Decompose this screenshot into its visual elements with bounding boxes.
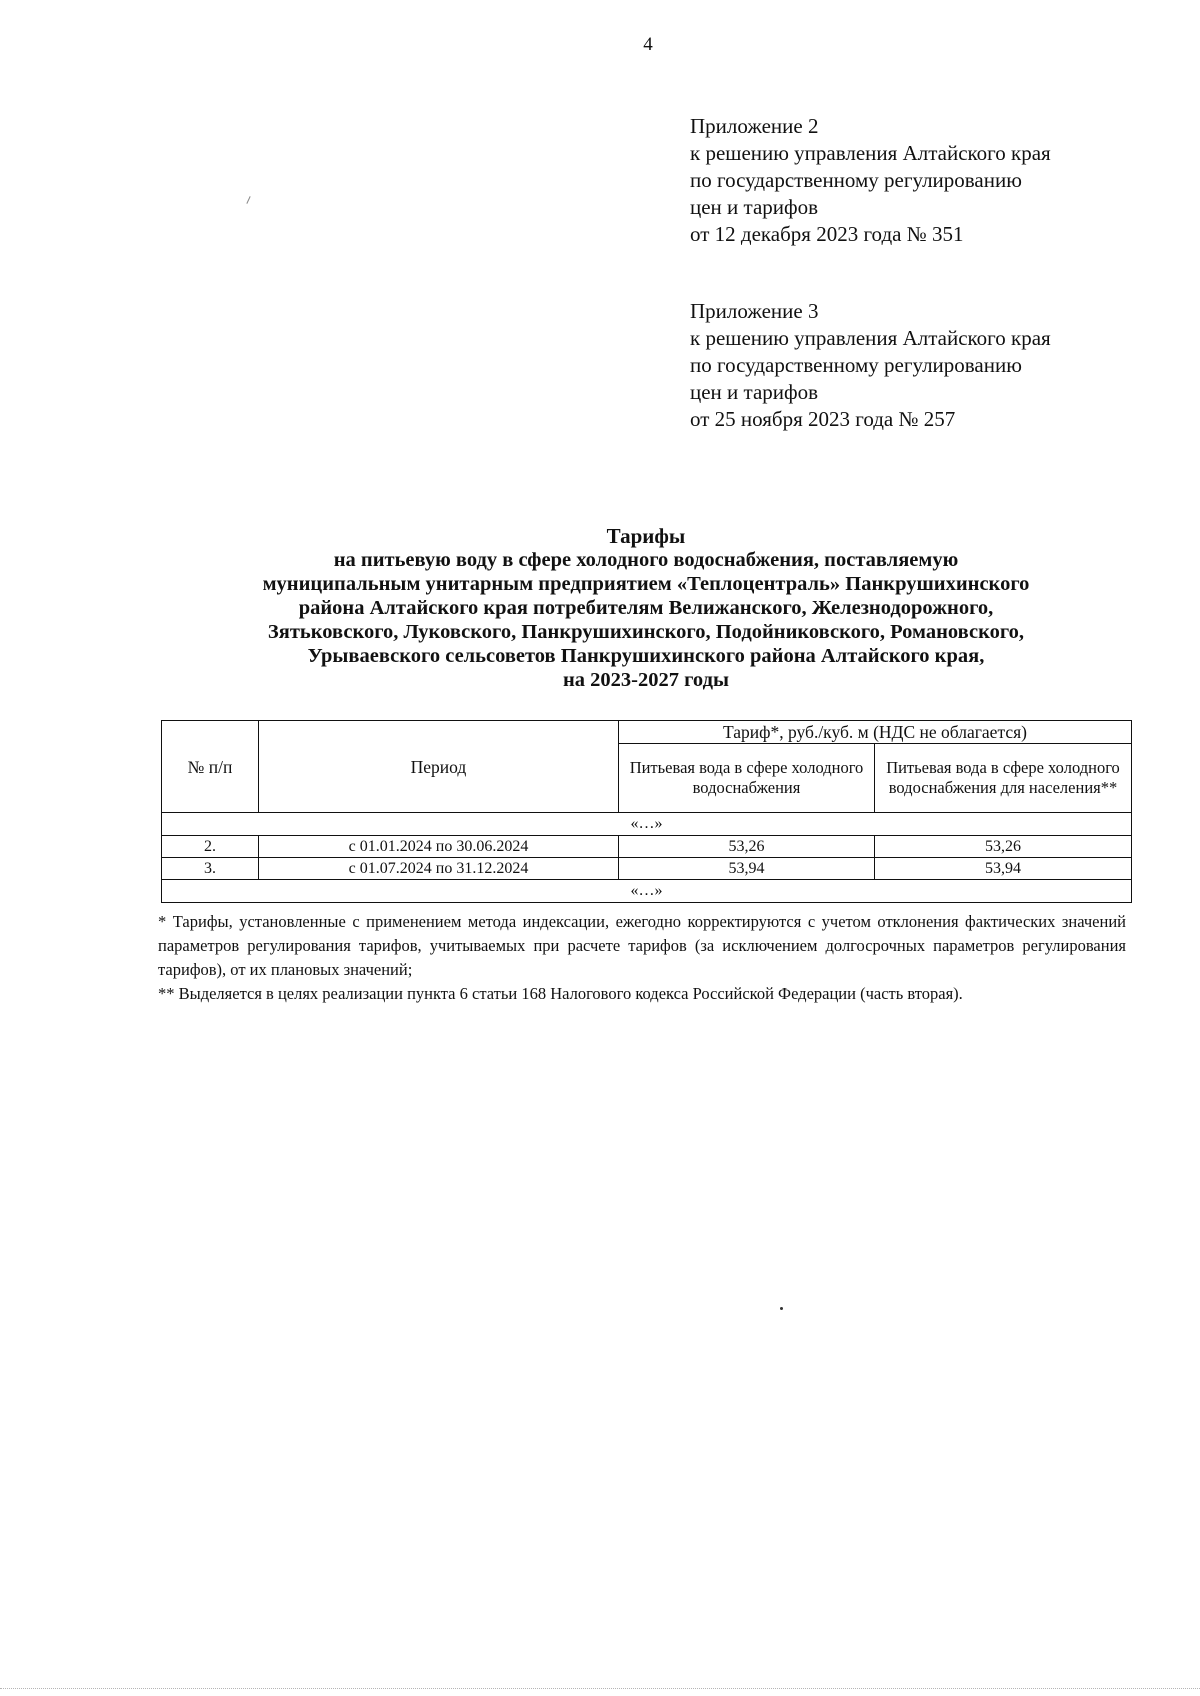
table-row xyxy=(162,858,1132,880)
appendix-2-line: Приложение 2 xyxy=(690,114,819,138)
table-row xyxy=(162,836,1132,858)
cell-tariff2: 53,94 xyxy=(875,858,1132,880)
header-tariff-col2: Питьевая вода в сфере холодного водоснабжения для населения** xyxy=(875,744,1132,813)
table-ellipsis-row xyxy=(162,880,1132,903)
cell-tariff1: 53,94 xyxy=(619,858,875,880)
header-num: № п/п xyxy=(162,721,259,813)
appendix-2-line: от 12 декабря 2023 года № 351 xyxy=(690,222,964,246)
cell-period: с 01.01.2024 по 30.06.2024 xyxy=(259,836,619,858)
footnote-1: * Тарифы, установленные с применением метода индексации, ежегодно корректируются с учетом отклонения фактических значений параметров регулирования тарифов, учитываемых при расчете тарифов (за исключением долгосрочных параметров регулирования тарифов), от их плановых значений; xyxy=(158,912,1126,979)
title-main: Тарифы xyxy=(606,524,686,548)
appendix-2-line: цен и тарифов xyxy=(690,195,819,219)
cell-tariff2: 53,26 xyxy=(875,836,1132,858)
appendix-3-header xyxy=(690,298,1051,433)
title-line: Урываевского сельсоветов Панкрушихинского района Алтайского края, xyxy=(307,645,985,667)
appendix-2-line: по государственному регулированию xyxy=(690,168,1022,192)
ellipsis-cell: «…» xyxy=(162,880,1132,903)
ellipsis-cell: «…» xyxy=(162,813,1132,836)
appendix-3-line: Приложение 3 xyxy=(690,299,819,323)
table-header-row xyxy=(162,721,1132,744)
footnotes xyxy=(158,910,1126,1006)
cell-num: 3. xyxy=(162,858,259,880)
title-line: муниципальным унитарным предприятием «Теплоцентраль» Панкрушихинского xyxy=(262,573,1030,595)
scan-artifact xyxy=(780,1307,783,1310)
appendix-3-line: по государственному регулированию xyxy=(690,353,1022,377)
cell-tariff1: 53,26 xyxy=(619,836,875,858)
table-ellipsis-row xyxy=(162,813,1132,836)
tariff-table xyxy=(161,720,1132,903)
header-tariff-col1: Питьевая вода в сфере холодного водоснабжения xyxy=(619,744,875,813)
title-line: на питьевую воду в сфере холодного водоснабжения, поставляемую xyxy=(333,549,959,571)
scan-edge-line xyxy=(0,1688,1200,1689)
title-line: Зятьковского, Луковского, Панкрушихинского, Подойниковского, Романовского, xyxy=(267,621,1025,643)
cell-period: с 01.07.2024 по 31.12.2024 xyxy=(259,858,619,880)
appendix-3-line: к решению управления Алтайского края xyxy=(690,326,1051,350)
title-line: на 2023-2027 годы xyxy=(563,669,729,691)
document-title xyxy=(160,524,1132,692)
appendix-3-line: цен и тарифов xyxy=(690,380,819,404)
footnote-2: ** Выделяется в целях реализации пункта 6 статьи 168 Налогового кодекса Российской Федерации (часть вторая). xyxy=(158,984,963,1003)
appendix-2-header xyxy=(690,113,1051,248)
title-line: района Алтайского края потребителям Велижанского, Железнодорожного, xyxy=(298,597,994,619)
header-tariff-group: Тариф*, руб./куб. м (НДС не облагается) xyxy=(619,721,1132,744)
page-number: 4 xyxy=(643,34,653,55)
appendix-2-line: к решению управления Алтайского края xyxy=(690,141,1051,165)
cell-num: 2. xyxy=(162,836,259,858)
scan-artifact xyxy=(246,196,250,204)
header-period: Период xyxy=(259,721,619,813)
appendix-3-line: от 25 ноября 2023 года № 257 xyxy=(690,407,956,431)
